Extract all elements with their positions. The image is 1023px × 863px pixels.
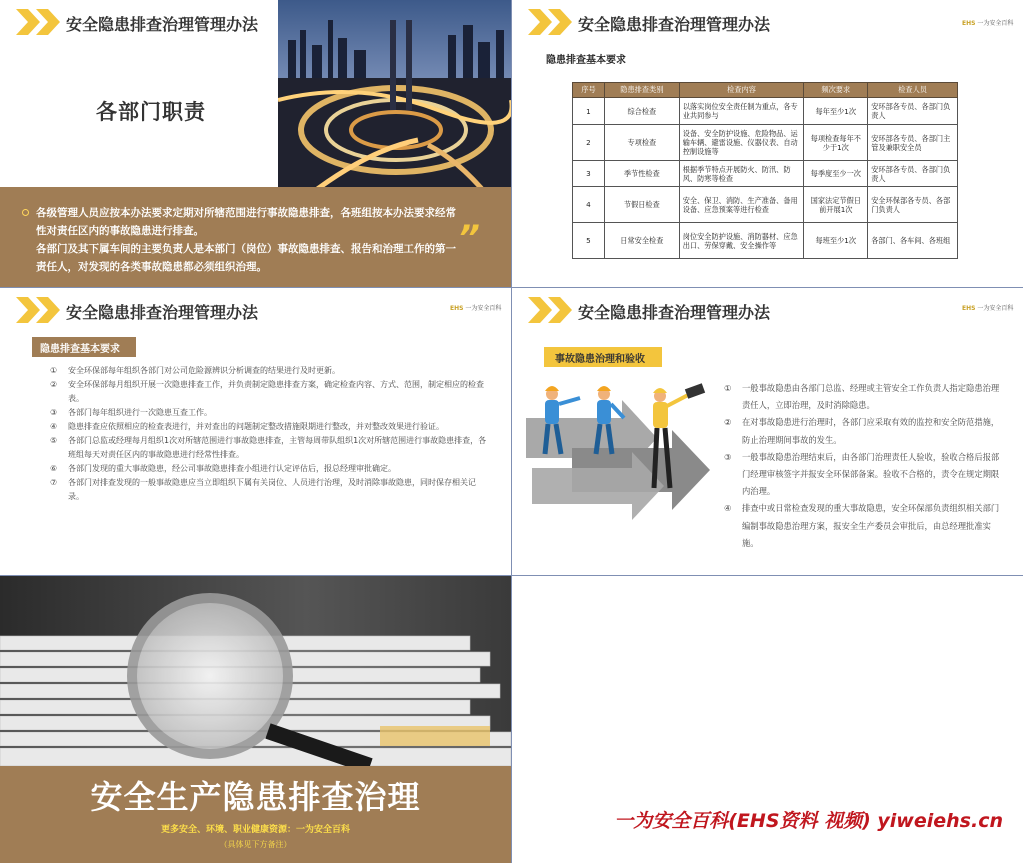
table-row (573, 187, 958, 223)
item-text: 在对事故隐患进行治理时，各部门应采取有效的监控和安全防范措施，防止治理期间事故的发生。 (742, 417, 1000, 445)
magnifier-documents-photo (0, 576, 511, 766)
item-text: 安全环保部每月组织开展一次隐患排查工作，并负责制定隐患排查方案，确定检查内容、方式、范围，制定相应的检查表。 (68, 380, 484, 403)
item-number: ⑦ (50, 478, 58, 487)
band-text (36, 204, 456, 276)
table-cell: 每项检查每年不少于1次 (804, 125, 868, 161)
slide-6 (512, 576, 1023, 863)
table-cell: 1 (573, 98, 605, 125)
table-row (573, 125, 958, 161)
table-cell: 综合检查 (604, 98, 679, 125)
item-number: ② (724, 417, 732, 428)
section-tag: 隐患排查基本要求 (32, 337, 136, 357)
item-number: ① (724, 383, 732, 393)
circle-bullet-icon (22, 209, 29, 216)
brand-logo: EHS 一为安全百科 (962, 20, 1014, 27)
brand-logo: EHS 一为安全百科 (962, 305, 1014, 312)
table-cell: 以落实岗位安全责任制为重点，各专业共同参与 (679, 98, 804, 125)
inspection-table (572, 82, 958, 259)
double-chevron-icon (526, 9, 578, 35)
list-item (50, 434, 490, 462)
item-number: ③ (50, 408, 58, 417)
table-cell: 各部门、各车间、各班组 (868, 223, 958, 259)
table-row (573, 223, 958, 259)
slide-2[interactable] (512, 0, 1023, 287)
table-cell: 根据季节特点开展防火、防汛、防风、防寒等检查 (679, 161, 804, 187)
list-item (724, 414, 1006, 448)
list-item (50, 364, 490, 378)
grid-divider (0, 575, 1023, 576)
list-item (724, 380, 1006, 414)
double-chevron-icon (14, 9, 66, 35)
list-item (50, 406, 490, 420)
table-cell: 每年至少1次 (804, 98, 868, 125)
table-cell: 每班至少1次 (804, 223, 868, 259)
table-cell: 安环部各专员、各部门主管及兼职安全员 (868, 125, 958, 161)
acceptance-list (724, 380, 1006, 552)
slide-title: 安全隐患排查治理管理办法 (66, 15, 259, 34)
col-header: 频次要求 (804, 83, 868, 98)
item-number: ① (50, 366, 58, 375)
list-item (50, 378, 490, 406)
brand-logo: EHS 一为安全百科 (450, 305, 502, 312)
list-item (724, 449, 1006, 501)
item-number: ④ (724, 503, 732, 514)
item-text: 各部门每年组织进行一次隐患互查工作。 (68, 408, 212, 417)
slide-5[interactable] (0, 576, 511, 863)
item-number: ② (50, 380, 58, 389)
item-number: ③ (724, 451, 732, 462)
table-cell: 4 (573, 187, 605, 223)
item-text: 隐患排查应依照相应的检查表进行，并对查出的问题制定整改措施限期进行整改，并对整改效果进行验证。 (68, 422, 444, 431)
col-header: 检查人员 (868, 83, 958, 98)
item-number: ④ (50, 422, 58, 431)
item-text: 各部门对排查发现的一般事故隐患应当立即组织下属有关岗位、人员进行治理，及时消除事故隐患，同时保存相关记录。 (68, 478, 476, 501)
resource-line: 更多安全、环境、职业健康资源：一为安全百科 (160, 825, 350, 835)
list-item (50, 476, 490, 504)
table-cell: 3 (573, 161, 605, 187)
slide-title: 安全隐患排查治理管理办法 (578, 303, 771, 322)
item-text: 安全环保部每年组织各部门对公司危险源辨识分析调查的结果进行及时更新。 (68, 366, 340, 375)
item-text: 一般事故隐患治理结束后，由各部门治理责任人验收，验收合格后报部门经理审核签字并报安全环保部备案。验收不合格的，责令在规定期限内治理。 (742, 451, 1000, 497)
grid-divider (0, 287, 1023, 288)
item-number: ⑤ (50, 436, 58, 445)
col-header: 检查内容 (679, 83, 804, 98)
double-chevron-icon (14, 297, 66, 323)
slide-title: 安全隐患排查治理管理办法 (578, 15, 771, 34)
table-cell: 专项检查 (604, 125, 679, 161)
item-number: ⑥ (50, 464, 58, 473)
slide-1[interactable] (0, 0, 511, 287)
item-text: 各部门发现的重大事故隐患，经公司事故隐患排查小组进行认定评估后，报总经理审批确定。 (68, 464, 396, 473)
table-row (573, 98, 958, 125)
col-header: 隐患排查类别 (604, 83, 679, 98)
table-cell: 季节性检查 (604, 161, 679, 187)
quote-mark-icon: ” (458, 218, 480, 258)
item-text: 一般事故隐患由各部门总监、经理或主管安全工作负责人指定隐患治理责任人，立即治理，及时消除隐患。 (742, 383, 1000, 411)
workers-illustration (512, 378, 722, 528)
table-header-row (573, 83, 958, 98)
table-cell: 设备、安全防护设施、危险物品、运输车辆、避雷设施、仪器仪表、自动控制设施等 (679, 125, 804, 161)
table-cell: 日常安全检查 (604, 223, 679, 259)
col-header: 序号 (573, 83, 605, 98)
band-paragraph-1: 各级管理人员应按本办法要求定期对所辖范围进行事故隐患排查，各班组按本办法要求经常性对责任区内的事故隐患进行排查。 (36, 207, 456, 237)
slide-3[interactable] (0, 288, 511, 575)
section-heading: 各部门职责 (96, 100, 206, 124)
double-chevron-icon (526, 297, 578, 323)
slide-title: 安全隐患排查治理管理办法 (66, 303, 259, 322)
table-cell: 节假日检查 (604, 187, 679, 223)
table-cell: 岗位安全防护设施、消防器材、应急出口、劳保穿戴、安全操作等 (679, 223, 804, 259)
brand-text: 一为安全百科 (465, 305, 502, 312)
table-cell: 安全环保部各专员、各部门负责人 (868, 187, 958, 223)
table-cell: 5 (573, 223, 605, 259)
table-cell: 安环部各专员、各部门负责人 (868, 98, 958, 125)
table-cell: 2 (573, 125, 605, 161)
cover-title: 安全生产隐患排查治理 (90, 778, 421, 816)
item-text: 各部门总监或经理每月组织1次对所辖范围进行事故隐患排查，主管每周带队组织1次对所辖范围进行事故隐患排查，各班组每天对责任区内的事故隐患进行经常性排查。 (68, 436, 487, 459)
table-cell: 每季度至少一次 (804, 161, 868, 187)
note-line: （具体见下方备注） (219, 840, 292, 849)
table-cell: 安环部各专员、各部门负责人 (868, 161, 958, 187)
list-item (50, 462, 490, 476)
table-cell: 国家法定节假日前开展1次 (804, 187, 868, 223)
section-tag: 事故隐患治理和验收 (544, 347, 662, 367)
city-bridge-photo (278, 0, 511, 196)
list-item (724, 500, 1006, 552)
item-text: 排查中或日常检查发现的重大事故隐患，安全环保部负责组织相关部门编制事故隐患治理方案，报安全生产委员会审批后，由总经理批准实施。 (742, 503, 1000, 548)
table-row (573, 161, 958, 187)
table-cell: 安全、保卫、消防、生产准备、备用设备、应急预案等进行检查 (679, 187, 804, 223)
band-paragraph-2: 各部门及其下属车间的主要负责人是本部门（岗位）事故隐患排查、报告和治理工作的第一责任人，对发现的各类事故隐患都必须组织治理。 (36, 243, 456, 273)
brand-text: 一为安全百科 (977, 20, 1014, 27)
requirement-list (50, 364, 490, 504)
brand-text: 一为安全百科 (977, 305, 1014, 312)
table-subtitle: 隐患排查基本要求 (546, 55, 626, 66)
list-item (50, 420, 490, 434)
site-footer: 一为安全百科(EHS资料 视频) yiweiehs.cn (614, 810, 1003, 832)
grid-divider (511, 0, 512, 863)
slide-4[interactable] (512, 288, 1023, 575)
